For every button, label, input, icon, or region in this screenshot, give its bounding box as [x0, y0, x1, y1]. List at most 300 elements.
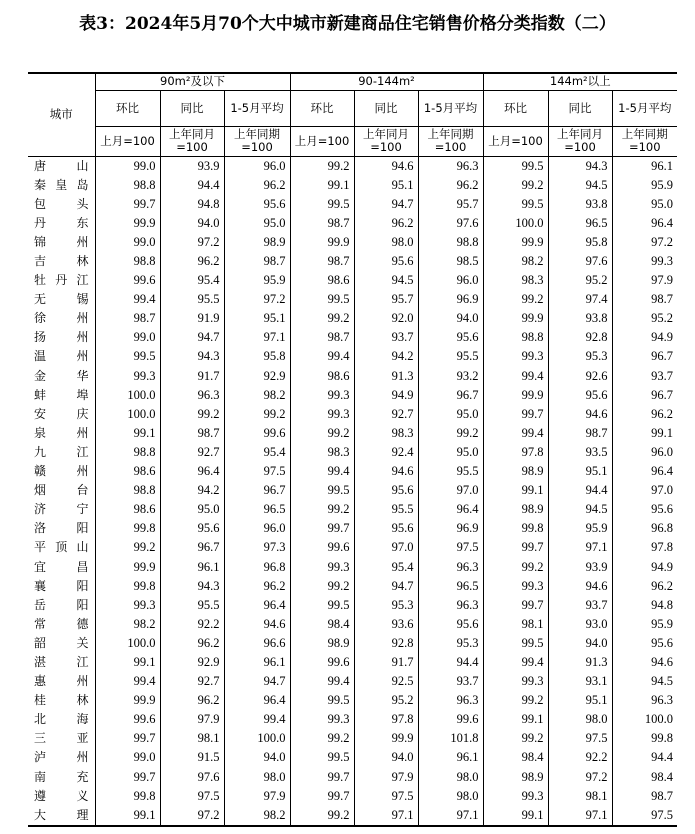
city-name: 洛阳	[34, 521, 89, 536]
index-value: 96.7	[160, 538, 224, 557]
index-value: 98.3	[354, 424, 418, 443]
index-value: 95.3	[354, 596, 418, 615]
index-value: 95.6	[418, 615, 483, 634]
index-value: 95.9	[612, 176, 677, 195]
city-cell	[28, 768, 95, 787]
table-row	[28, 214, 677, 233]
index-value: 97.5	[224, 462, 290, 481]
index-value: 97.5	[354, 787, 418, 806]
index-value: 96.2	[224, 577, 290, 596]
index-value: 99.4	[290, 347, 354, 366]
index-value: 93.1	[548, 672, 612, 691]
index-value: 95.5	[354, 500, 418, 519]
index-value: 98.6	[95, 462, 160, 481]
index-value: 96.9	[418, 519, 483, 538]
city-name: 济宁	[34, 502, 89, 517]
table-row	[28, 462, 677, 481]
index-value: 94.5	[548, 176, 612, 195]
index-value: 95.8	[548, 233, 612, 252]
index-value: 99.1	[483, 710, 548, 729]
index-value: 94.8	[612, 596, 677, 615]
index-value: 98.9	[483, 768, 548, 787]
index-value: 92.2	[160, 615, 224, 634]
index-value: 96.8	[224, 557, 290, 576]
index-value: 99.5	[290, 748, 354, 767]
index-value: 100.0	[95, 386, 160, 405]
index-value: 93.8	[548, 195, 612, 214]
index-value: 99.2	[290, 577, 354, 596]
index-value: 98.1	[160, 729, 224, 748]
city-name: 锦州	[34, 234, 89, 249]
index-value: 99.9	[290, 233, 354, 252]
index-value: 93.5	[548, 443, 612, 462]
index-value: 96.7	[612, 347, 677, 366]
index-value: 98.6	[290, 367, 354, 386]
index-value: 95.2	[354, 691, 418, 710]
city-cell	[28, 176, 95, 195]
city-cell	[28, 672, 95, 691]
index-value: 96.5	[224, 500, 290, 519]
index-value: 96.3	[160, 386, 224, 405]
index-value: 99.1	[612, 424, 677, 443]
index-value: 99.2	[290, 309, 354, 328]
index-value: 95.6	[612, 634, 677, 653]
index-value: 96.7	[224, 481, 290, 500]
index-value: 99.1	[95, 424, 160, 443]
metric-header: 同比	[160, 90, 224, 126]
index-value: 94.6	[548, 405, 612, 424]
index-value: 99.6	[95, 710, 160, 729]
metric-header: 1-5月平均	[418, 90, 483, 126]
city-cell	[28, 519, 95, 538]
index-value: 97.1	[418, 806, 483, 826]
index-value: 99.2	[160, 405, 224, 424]
table-row	[28, 653, 677, 672]
index-value: 92.9	[160, 653, 224, 672]
index-value: 95.4	[224, 443, 290, 462]
index-value: 99.6	[290, 538, 354, 557]
index-value: 99.8	[95, 787, 160, 806]
index-value: 97.1	[548, 538, 612, 557]
city-name: 温州	[34, 349, 89, 364]
index-value: 98.2	[224, 806, 290, 826]
index-value: 99.2	[483, 176, 548, 195]
index-value: 100.0	[612, 710, 677, 729]
table-row	[28, 806, 677, 826]
index-value: 95.9	[224, 271, 290, 290]
index-value: 99.1	[95, 806, 160, 826]
index-value: 96.5	[548, 214, 612, 233]
index-value: 95.6	[354, 481, 418, 500]
index-value: 97.0	[612, 481, 677, 500]
table-row	[28, 500, 677, 519]
index-value: 99.0	[95, 328, 160, 347]
metric-header: 同比	[354, 90, 418, 126]
table-row	[28, 271, 677, 290]
index-value: 92.2	[548, 748, 612, 767]
index-value: 98.4	[612, 768, 677, 787]
index-value: 96.1	[224, 653, 290, 672]
city-cell	[28, 538, 95, 557]
index-value: 94.3	[160, 577, 224, 596]
index-value: 99.9	[483, 233, 548, 252]
index-value: 95.8	[224, 347, 290, 366]
index-value: 96.4	[418, 500, 483, 519]
index-value: 99.8	[612, 729, 677, 748]
index-value: 100.0	[95, 405, 160, 424]
index-value: 94.2	[160, 481, 224, 500]
index-value: 97.1	[548, 806, 612, 826]
index-value: 96.4	[224, 691, 290, 710]
index-value: 99.2	[290, 500, 354, 519]
index-value: 99.5	[483, 156, 548, 176]
group-header: 90-144m²	[290, 73, 483, 90]
city-cell	[28, 500, 95, 519]
index-value: 93.8	[548, 309, 612, 328]
index-value: 93.7	[548, 596, 612, 615]
city-cell	[28, 577, 95, 596]
table-row	[28, 519, 677, 538]
index-value: 91.9	[160, 309, 224, 328]
index-value: 94.6	[354, 462, 418, 481]
index-value: 99.2	[483, 290, 548, 309]
city-cell	[28, 156, 95, 176]
index-value: 97.4	[548, 290, 612, 309]
index-value: 99.5	[483, 195, 548, 214]
index-value: 99.2	[290, 729, 354, 748]
index-value: 97.6	[418, 214, 483, 233]
city-column-header: 城市	[28, 73, 95, 156]
index-value: 97.9	[224, 787, 290, 806]
index-value: 99.0	[95, 233, 160, 252]
index-value: 98.8	[95, 176, 160, 195]
index-value: 97.0	[354, 538, 418, 557]
index-value: 99.7	[483, 596, 548, 615]
index-value: 97.9	[612, 271, 677, 290]
index-value: 96.2	[160, 634, 224, 653]
index-value: 98.1	[483, 615, 548, 634]
index-value: 94.0	[418, 309, 483, 328]
index-value: 97.9	[160, 710, 224, 729]
index-value: 96.1	[160, 557, 224, 576]
index-value: 97.2	[160, 806, 224, 826]
city-name: 襄阳	[34, 578, 89, 593]
index-value: 99.9	[354, 729, 418, 748]
index-value: 96.0	[224, 156, 290, 176]
index-value: 98.7	[290, 214, 354, 233]
index-value: 94.8	[160, 195, 224, 214]
table-row	[28, 443, 677, 462]
city-cell	[28, 271, 95, 290]
index-value: 93.6	[354, 615, 418, 634]
index-value: 99.7	[95, 729, 160, 748]
header-row-metrics	[28, 90, 677, 126]
index-value: 95.5	[418, 462, 483, 481]
metric-header: 环比	[290, 90, 354, 126]
index-value: 92.4	[354, 443, 418, 462]
index-value: 92.5	[354, 672, 418, 691]
index-value: 98.2	[95, 615, 160, 634]
index-value: 99.5	[290, 691, 354, 710]
table-row	[28, 691, 677, 710]
table-row	[28, 176, 677, 195]
index-value: 96.2	[612, 405, 677, 424]
index-value: 99.3	[483, 577, 548, 596]
index-value: 98.0	[354, 233, 418, 252]
index-value: 94.7	[354, 577, 418, 596]
index-value: 95.6	[354, 252, 418, 271]
index-value: 99.7	[95, 195, 160, 214]
index-value: 97.2	[160, 233, 224, 252]
index-value: 99.9	[95, 691, 160, 710]
index-value: 99.3	[612, 252, 677, 271]
index-value: 98.8	[418, 233, 483, 252]
index-value: 94.7	[160, 328, 224, 347]
index-value: 92.6	[548, 367, 612, 386]
index-value: 91.7	[354, 653, 418, 672]
index-value: 98.9	[483, 462, 548, 481]
table-row	[28, 195, 677, 214]
index-value: 98.7	[95, 309, 160, 328]
index-value: 99.5	[290, 596, 354, 615]
index-value: 92.0	[354, 309, 418, 328]
table-row	[28, 424, 677, 443]
index-value: 93.7	[612, 367, 677, 386]
index-value: 94.6	[224, 615, 290, 634]
index-value: 98.7	[290, 328, 354, 347]
index-value: 98.7	[290, 252, 354, 271]
index-value: 99.1	[290, 176, 354, 195]
index-value: 99.0	[95, 156, 160, 176]
index-value: 99.8	[95, 577, 160, 596]
index-value: 95.6	[354, 519, 418, 538]
index-value: 96.7	[612, 386, 677, 405]
index-value: 98.8	[95, 252, 160, 271]
city-cell	[28, 691, 95, 710]
index-value: 96.4	[160, 462, 224, 481]
city-name: 秦皇岛	[34, 177, 89, 192]
index-value: 94.2	[354, 347, 418, 366]
city-cell	[28, 252, 95, 271]
index-value: 97.0	[418, 481, 483, 500]
index-value: 96.9	[418, 290, 483, 309]
city-cell	[28, 367, 95, 386]
index-value: 99.9	[483, 386, 548, 405]
index-value: 95.0	[160, 500, 224, 519]
city-name: 无锡	[34, 292, 89, 307]
index-value: 96.2	[160, 691, 224, 710]
index-value: 97.2	[224, 290, 290, 309]
index-value: 98.0	[418, 768, 483, 787]
group-header: 90m²及以下	[95, 73, 290, 90]
table-row	[28, 347, 677, 366]
index-value: 98.4	[483, 748, 548, 767]
index-value: 94.4	[548, 481, 612, 500]
index-value: 99.6	[418, 710, 483, 729]
metric-header: 环比	[95, 90, 160, 126]
city-cell	[28, 787, 95, 806]
price-index-table	[28, 72, 677, 827]
index-value: 99.3	[290, 386, 354, 405]
index-value: 97.1	[354, 806, 418, 826]
index-value: 99.2	[95, 538, 160, 557]
city-name: 丹东	[34, 215, 89, 230]
index-value: 95.4	[354, 557, 418, 576]
index-value: 95.7	[418, 195, 483, 214]
city-cell	[28, 405, 95, 424]
city-name: 九江	[34, 444, 89, 459]
index-value: 99.3	[483, 672, 548, 691]
index-value: 96.4	[612, 462, 677, 481]
index-value: 94.4	[160, 176, 224, 195]
index-value: 96.6	[224, 634, 290, 653]
index-value: 98.7	[548, 424, 612, 443]
index-value: 95.3	[418, 634, 483, 653]
metric-header: 环比	[483, 90, 548, 126]
index-value: 95.0	[418, 405, 483, 424]
index-value: 95.2	[612, 309, 677, 328]
city-name: 包头	[34, 196, 89, 211]
index-value: 95.2	[548, 271, 612, 290]
index-value: 97.8	[612, 538, 677, 557]
city-name: 湛江	[34, 654, 89, 669]
index-value: 93.9	[548, 557, 612, 576]
index-value: 99.7	[290, 787, 354, 806]
index-value: 91.7	[160, 367, 224, 386]
index-value: 94.7	[354, 195, 418, 214]
index-value: 94.4	[612, 748, 677, 767]
index-value: 98.9	[224, 233, 290, 252]
index-value: 99.9	[483, 309, 548, 328]
city-cell	[28, 290, 95, 309]
index-value: 94.6	[612, 653, 677, 672]
city-name: 三亚	[34, 731, 89, 746]
index-value: 96.2	[160, 252, 224, 271]
index-value: 98.7	[612, 787, 677, 806]
base-header: 上年同期=100	[418, 126, 483, 156]
index-value: 98.0	[418, 787, 483, 806]
index-value: 99.7	[483, 538, 548, 557]
base-header: 上年同月=100	[160, 126, 224, 156]
index-value: 95.5	[160, 596, 224, 615]
index-value: 97.5	[160, 787, 224, 806]
index-value: 97.6	[160, 768, 224, 787]
index-value: 94.5	[548, 500, 612, 519]
city-name: 岳阳	[34, 597, 89, 612]
index-value: 95.9	[612, 615, 677, 634]
header-row-base	[28, 126, 677, 156]
index-value: 95.5	[418, 347, 483, 366]
table-row	[28, 768, 677, 787]
index-value: 99.1	[483, 806, 548, 826]
index-value: 98.2	[224, 386, 290, 405]
index-value: 92.8	[548, 328, 612, 347]
index-value: 99.4	[483, 424, 548, 443]
city-name: 泸州	[34, 750, 89, 765]
index-value: 93.9	[160, 156, 224, 176]
index-value: 98.0	[224, 768, 290, 787]
city-cell	[28, 634, 95, 653]
table-row	[28, 233, 677, 252]
table-row	[28, 538, 677, 557]
index-value: 99.7	[483, 405, 548, 424]
index-value: 99.2	[290, 156, 354, 176]
city-name: 韶关	[34, 635, 89, 650]
index-value: 98.8	[483, 328, 548, 347]
index-value: 94.4	[418, 653, 483, 672]
index-value: 94.0	[354, 748, 418, 767]
base-header: 上年同月=100	[354, 126, 418, 156]
index-value: 99.2	[483, 557, 548, 576]
index-value: 94.9	[354, 386, 418, 405]
table-row	[28, 367, 677, 386]
index-value: 98.7	[612, 290, 677, 309]
index-value: 99.3	[95, 596, 160, 615]
index-value: 96.0	[224, 519, 290, 538]
index-value: 96.8	[612, 519, 677, 538]
table-row	[28, 156, 677, 176]
index-value: 99.5	[483, 634, 548, 653]
table-row	[28, 386, 677, 405]
table-row	[28, 672, 677, 691]
city-cell	[28, 710, 95, 729]
index-value: 99.3	[483, 347, 548, 366]
index-value: 96.3	[418, 596, 483, 615]
city-cell	[28, 309, 95, 328]
index-value: 97.5	[418, 538, 483, 557]
index-value: 98.7	[160, 424, 224, 443]
base-header: 上年同月=100	[548, 126, 612, 156]
index-value: 98.2	[483, 252, 548, 271]
index-value: 96.3	[418, 691, 483, 710]
city-cell	[28, 462, 95, 481]
metric-header: 1-5月平均	[612, 90, 677, 126]
index-value: 98.8	[95, 481, 160, 500]
city-cell	[28, 424, 95, 443]
index-value: 98.8	[95, 443, 160, 462]
city-name: 烟台	[34, 483, 89, 498]
city-name: 扬州	[34, 330, 89, 345]
index-value: 94.0	[224, 748, 290, 767]
index-value: 94.5	[354, 271, 418, 290]
index-value: 99.5	[290, 290, 354, 309]
index-value: 97.5	[548, 729, 612, 748]
table-row	[28, 748, 677, 767]
city-cell	[28, 195, 95, 214]
index-value: 96.1	[418, 748, 483, 767]
index-value: 96.0	[418, 271, 483, 290]
index-value: 93.7	[354, 328, 418, 347]
index-value: 99.4	[224, 710, 290, 729]
index-value: 93.0	[548, 615, 612, 634]
city-name: 遵义	[34, 788, 89, 803]
index-value: 95.0	[224, 214, 290, 233]
index-value: 94.0	[548, 634, 612, 653]
index-value: 99.3	[290, 405, 354, 424]
city-name: 桂林	[34, 693, 89, 708]
index-value: 98.1	[548, 787, 612, 806]
index-value: 96.3	[612, 691, 677, 710]
index-value: 99.4	[95, 290, 160, 309]
table-row	[28, 309, 677, 328]
table-row	[28, 787, 677, 806]
index-value: 99.4	[95, 672, 160, 691]
index-value: 99.2	[418, 424, 483, 443]
index-value: 97.2	[612, 233, 677, 252]
index-value: 95.6	[418, 328, 483, 347]
index-value: 95.5	[160, 290, 224, 309]
index-value: 96.5	[418, 577, 483, 596]
